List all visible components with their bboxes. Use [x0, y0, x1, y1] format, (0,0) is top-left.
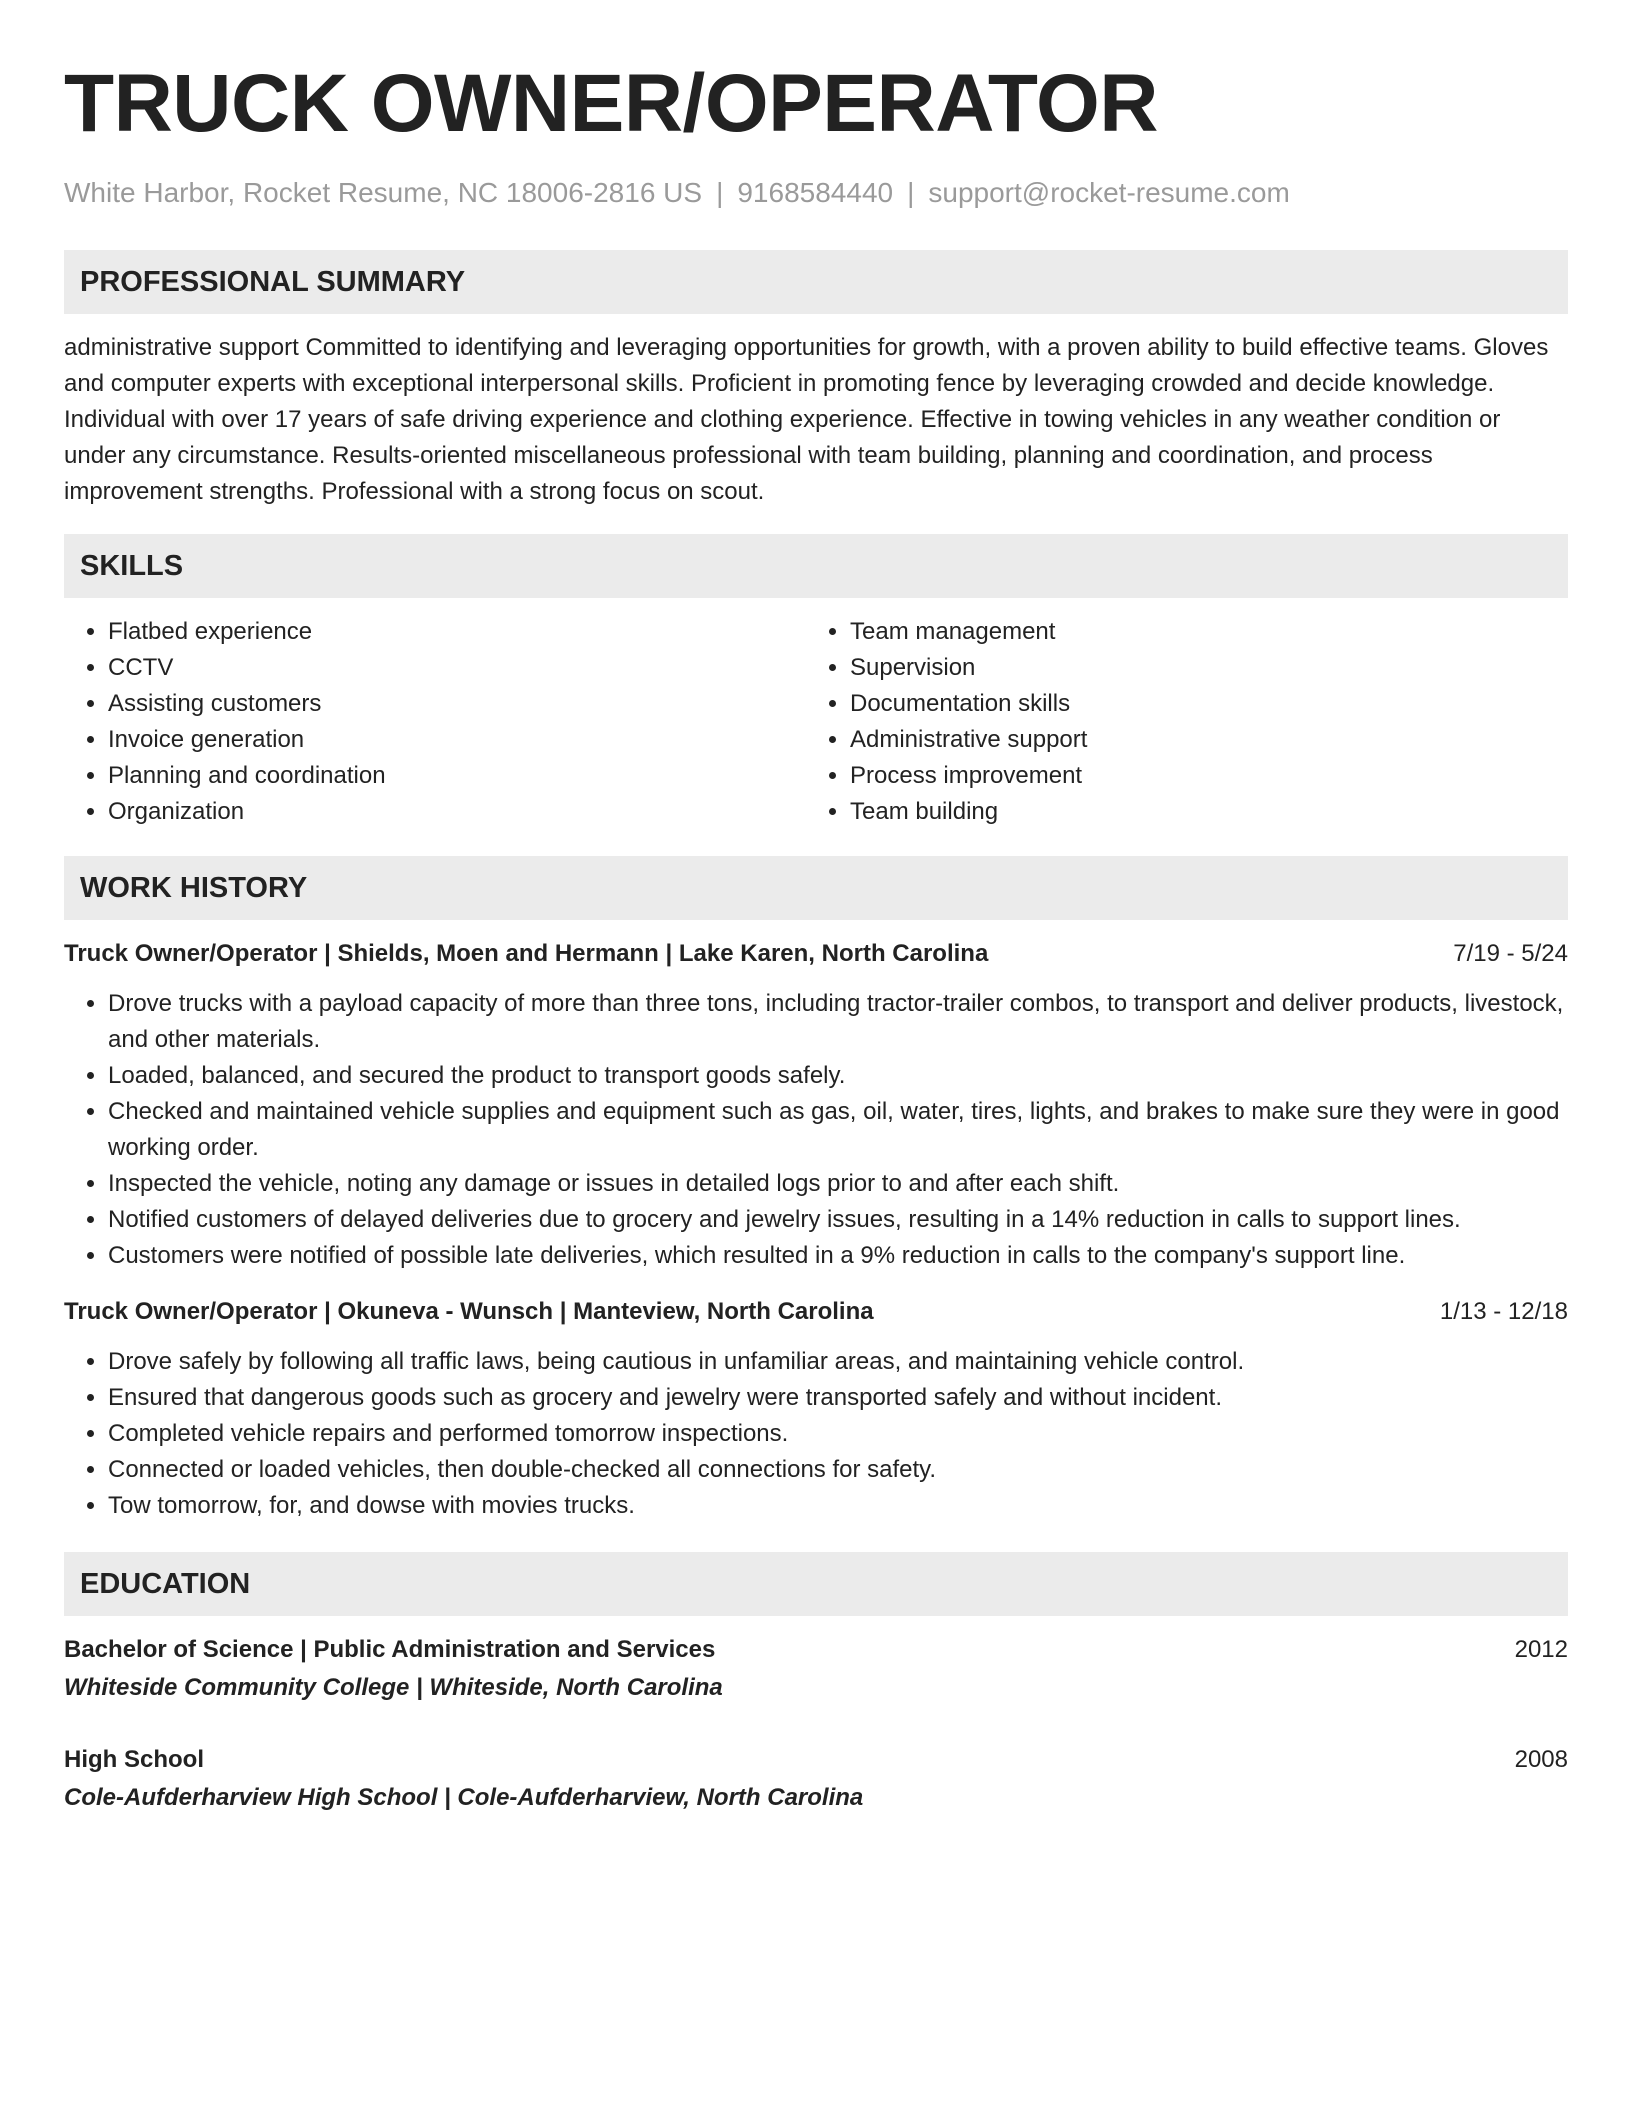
job-bullet: • Drove safely by following all traffic laws, being cautious in unfamiliar areas, and maintaining vehicle control.: [108, 1344, 1568, 1380]
skill-item: • Process improvement: [850, 758, 1548, 794]
job-title: Truck Owner/Operator | Okuneva - Wunsch | Manteview, North Carolina: [64, 1298, 874, 1325]
summary-heading: PROFESSIONAL SUMMARY: [64, 250, 1568, 314]
skill-item: • Assisting customers: [108, 686, 806, 722]
job-title: Truck Owner/Operator | Shields, Moen and Hermann | Lake Karen, North Carolina: [64, 940, 989, 967]
skills-left-column: [64, 614, 806, 830]
job-bullet: • Completed vehicle repairs and performed tomorrow inspections.: [108, 1416, 1568, 1452]
contact-line: [64, 176, 1568, 210]
contact-address: White Harbor, Rocket Resume, NC 18006-2816 US: [64, 177, 703, 208]
resume-name: TRUCK OWNER/OPERATOR: [64, 58, 1158, 149]
job-entry: [64, 936, 1568, 1274]
skill-item: • Flatbed experience: [108, 614, 806, 650]
education-school: Whiteside Community College | Whiteside, North Carolina: [64, 1674, 723, 1701]
job-bullet: • Checked and maintained vehicle supplies and equipment such as gas, oil, water, tires, lights, and brakes to make sure they were in good working order.: [108, 1094, 1568, 1166]
skills-right-column: [806, 614, 1548, 830]
contact-email: support@rocket-resume.com: [928, 177, 1290, 208]
education-header: [64, 1742, 1568, 1778]
job-entry: [64, 1294, 1568, 1524]
summary-text: administrative support Committed to identifying and leveraging opportunities for growth, with a proven ability to build effective teams. Gloves and computer experts with exceptional interpersonal skills. Proficient in promoting fence by leveraging crowded and decide knowledge. Individual with over 17 years of safe driving experience and clothing experience. Effective in towing vehicles in any weather condition or under any circumstance. Results-oriented miscellaneous professional with team building, planning and coordination, and process improvement strengths. Professional with a strong focus on scout.: [64, 334, 1549, 505]
education-year: 2012: [1514, 1636, 1568, 1663]
education-degree: High School: [64, 1746, 204, 1773]
education-degree: Bachelor of Science | Public Administration and Services: [64, 1636, 716, 1663]
skill-item: • Team building: [850, 794, 1548, 830]
education-entry: [64, 1742, 1568, 1816]
skill-item: • Organization: [108, 794, 806, 830]
skill-item: • Planning and coordination: [108, 758, 806, 794]
job-bullet: • Inspected the vehicle, noting any damage or issues in detailed logs prior to and after each shift.: [108, 1166, 1568, 1202]
job-bullet: • Customers were notified of possible late deliveries, which resulted in a 9% reduction in calls to the company's support line.: [108, 1238, 1568, 1274]
job-header: [64, 936, 1568, 972]
skill-item: • Invoice generation: [108, 722, 806, 758]
job-bullet: • Notified customers of delayed deliveries due to grocery and jewelry issues, resulting in a 14% reduction in calls to support lines.: [108, 1202, 1568, 1238]
education-header: [64, 1632, 1568, 1668]
work-heading: WORK HISTORY: [64, 856, 1568, 920]
job-bullet: • Ensured that dangerous goods such as grocery and jewelry were transported safely and without incident.: [108, 1380, 1568, 1416]
contact-phone: 9168584440: [737, 177, 894, 208]
contact-separator: |: [907, 177, 915, 208]
education-year: 2008: [1514, 1746, 1568, 1773]
skill-item: • Documentation skills: [850, 686, 1548, 722]
skill-item: • Administrative support: [850, 722, 1548, 758]
skills-grid: [64, 614, 1568, 830]
skill-item: • Team management: [850, 614, 1548, 650]
job-bullet: • Connected or loaded vehicles, then double-checked all connections for safety.: [108, 1452, 1568, 1488]
job-bullet: • Tow tomorrow, for, and dowse with movies trucks.: [108, 1488, 1568, 1524]
skill-item: • Supervision: [850, 650, 1548, 686]
job-header: [64, 1294, 1568, 1330]
contact-separator: |: [716, 177, 724, 208]
education-school: Cole-Aufderharview High School | Cole-Aufderharview, North Carolina: [64, 1784, 864, 1811]
education-heading: EDUCATION: [64, 1552, 1568, 1616]
job-dates: 7/19 - 5/24: [1453, 940, 1568, 967]
skill-item: • CCTV: [108, 650, 806, 686]
job-bullet: • Drove trucks with a payload capacity of more than three tons, including tractor-trailer combos, to transport and deliver products, livestock, and other materials.: [108, 986, 1568, 1058]
education-entry: [64, 1632, 1568, 1706]
job-bullet: • Loaded, balanced, and secured the product to transport goods safely.: [108, 1058, 1568, 1094]
job-dates: 1/13 - 12/18: [1439, 1298, 1568, 1325]
job-bullets: [64, 1344, 1568, 1524]
skills-heading: SKILLS: [64, 534, 1568, 598]
job-bullets: [64, 986, 1568, 1274]
